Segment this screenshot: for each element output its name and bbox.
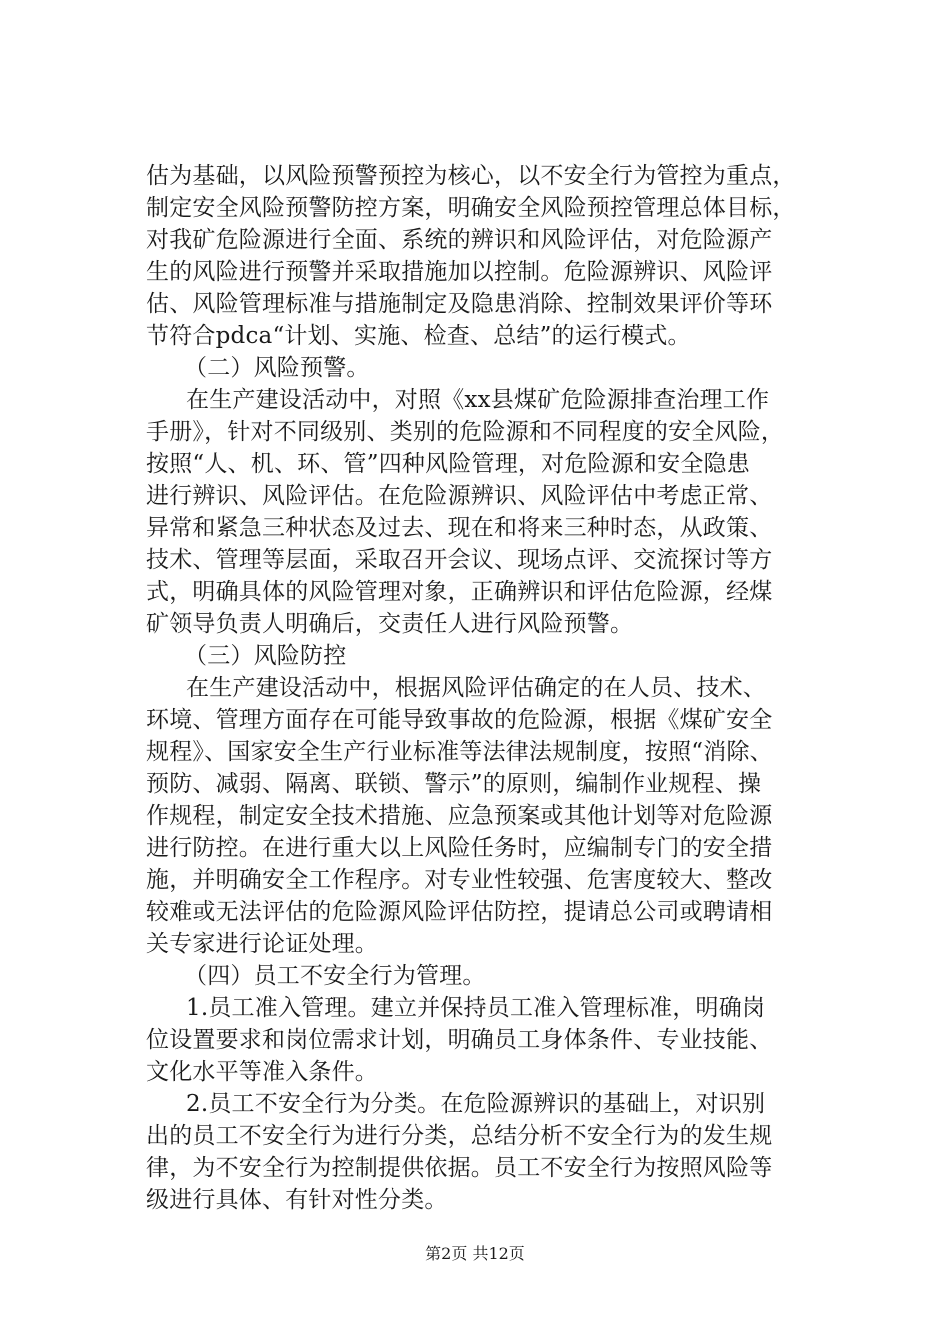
paragraph-line: 技术、管理等层面，采取召开会议、现场点评、交流探讨等方 <box>146 547 773 573</box>
paragraph-line: 环境、管理方面存在可能导致事故的危险源，根据《煤矿安全 <box>146 707 773 733</box>
paragraph-line: 生的风险进行预警并采取措施加以控制。危险源辨识、风险评 <box>146 259 773 285</box>
paragraph-line: 律，为不安全行为控制提供依据。员工不安全行为按照风险等 <box>146 1155 773 1181</box>
paragraph-line: 对我矿危险源进行全面、系统的辨识和风险评估，对危险源产 <box>146 227 773 253</box>
paragraph-line: 规程》、国家安全生产行业标准等法律法规制度，按照“消除、 <box>146 739 773 765</box>
paragraph-line: 施，并明确安全工作程序。对专业性较强、危害度较大、整改 <box>146 867 773 893</box>
paragraph-line: 位设置要求和岗位需求计划，明确员工身体条件、专业技能、 <box>146 1027 773 1053</box>
paragraph-line: 节符合pdca“计划、实施、检查、总结”的运行模式。 <box>146 323 691 349</box>
paragraph-line: 级进行具体、有针对性分类。 <box>146 1187 448 1213</box>
paragraph-line: 文化水平等准入条件。 <box>146 1059 378 1085</box>
paragraph-line: 在生产建设活动中，对照《xx县煤矿危险源排查治理工作 <box>186 387 770 413</box>
paragraph-line: 制定安全风险预警防控方案，明确安全风险预控管理总体目标， <box>146 195 796 221</box>
document-body <box>146 160 836 1216</box>
paragraph-line: 出的员工不安全行为进行分类，总结分析不安全行为的发生规 <box>146 1123 773 1149</box>
paragraph-line: 式，明确具体的风险管理对象，正确辨识和评估危险源，经煤 <box>146 579 773 605</box>
paragraph-line: 作规程，制定安全技术措施、应急预案或其他计划等对危险源 <box>146 803 773 829</box>
section-heading: （三）风险防控 <box>184 643 347 669</box>
paragraph-line: 估为基础，以风险预警预控为核心，以不安全行为管控为重点， <box>146 163 796 189</box>
paragraph-line: 在生产建设活动中，根据风险评估确定的在人员、技术、 <box>186 675 766 701</box>
page-number-footer: 第2页 共12页 <box>425 1244 525 1263</box>
paragraph-line: 进行防控。在进行重大以上风险任务时，应编制专门的安全措 <box>146 835 773 861</box>
paragraph-line: 较难或无法评估的危险源风险评估防控，提请总公司或聘请相 <box>146 899 773 925</box>
section-heading: （四）员工不安全行为管理。 <box>184 963 486 989</box>
section-heading: （二）风险预警。 <box>184 355 370 381</box>
paragraph-line: 1.员工准入管理。建立并保持员工准入管理标准，明确岗 <box>186 995 766 1021</box>
paragraph-line: 进行辨识、风险评估。在危险源辨识、风险评估中考虑正常、 <box>146 483 773 509</box>
paragraph-line: 预防、减弱、隔离、联锁、警示”的原则，编制作业规程、操 <box>146 771 762 797</box>
paragraph-line: 2.员工不安全行为分类。在危险源辨识的基础上，对识别 <box>186 1091 766 1117</box>
paragraph-line: 异常和紧急三种状态及过去、现在和将来三种时态，从政策、 <box>146 515 773 541</box>
paragraph-line: 估、风险管理标准与措施制定及隐患消除、控制效果评价等环 <box>146 291 773 317</box>
paragraph-line: 矿领导负责人明确后，交责任人进行风险预警。 <box>146 611 634 637</box>
paragraph-line: 手册》，针对不同级别、类别的危险源和不同程度的安全风险， <box>146 419 785 445</box>
paragraph-line: 按照“人、机、环、管”四种风险管理，对危险源和安全隐患 <box>146 451 750 477</box>
paragraph-line: 关专家进行论证处理。 <box>146 931 378 957</box>
